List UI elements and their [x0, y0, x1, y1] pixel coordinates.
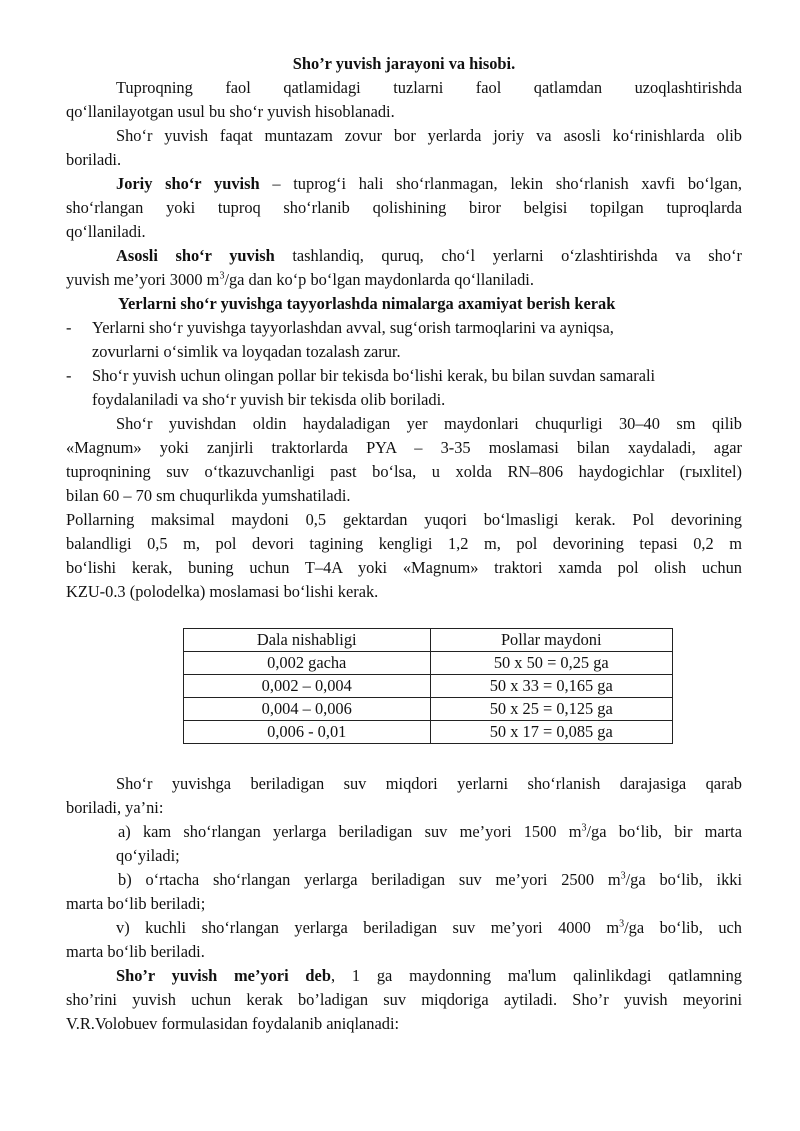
paragraph-drainage	[66, 124, 742, 172]
text-fragment: v) kuchli sho‘rlangan yerlarga beriladigan suv me’yori 4000 m	[116, 918, 620, 937]
text-line: boriladi.	[66, 150, 122, 169]
text-fragment: – tuprog‘i hali sho‘rlanmagan, lekin sho‘rlanish xavfi bo‘lgan,	[259, 174, 743, 193]
list-item-text: Sho‘r yuvish uchun olingan pollar bir tekisda bo‘lishi kerak, bu bilan suvdan samarali	[92, 366, 656, 385]
table-row	[184, 698, 673, 721]
text-fragment: /ga dan ko‘p bo‘lgan maydonlarda qo‘llaniladi.	[224, 270, 534, 289]
table-row	[184, 652, 673, 675]
superscript: 3	[619, 918, 625, 930]
text-line: V.R.Volobuev formulasidan foydalanib aniqlanadi:	[66, 1014, 400, 1033]
list-item	[66, 316, 742, 340]
document-title: Sho’r yuvish jarayoni va hisobi.	[292, 54, 516, 73]
table-header-cell: Pollar maydoni	[430, 629, 673, 652]
spacer	[66, 744, 742, 772]
text-line: bo‘lishi kerak, buning uchun T–4A yoki «Magnum» traktori xamda pol olish uchun	[66, 558, 742, 577]
list-item-text: Yerlarni sho‘r yuvishga tayyorlashdan avval, sug‘orish tarmoqlarini va ayniqsa,	[92, 318, 614, 337]
paragraph-leaching-norm	[66, 964, 742, 1036]
plot-size-table	[183, 628, 673, 744]
paragraph-plowing	[66, 412, 742, 508]
superscript: 3	[620, 870, 626, 882]
table-cell: 50 x 33 = 0,165 ga	[430, 675, 673, 698]
paragraph-plots	[66, 508, 742, 604]
bullet-marker: -	[66, 318, 72, 337]
paragraph-current-leaching	[66, 172, 742, 244]
text-fragment: /ga bo‘lib, uch	[624, 918, 742, 937]
paragraph-water-amount	[66, 772, 742, 820]
section-subheading: Yerlarni sho‘r yuvishga tayyorlashda nimalarga axamiyat berish kerak	[118, 294, 616, 313]
list-item-v	[66, 916, 742, 940]
paragraph-capital-leaching	[66, 244, 742, 292]
list-item-b	[66, 868, 742, 892]
bullet-list	[66, 316, 742, 412]
table-cell: 0,002 gacha	[184, 652, 431, 675]
norm-list	[66, 820, 742, 964]
table-cell: 50 x 50 = 0,25 ga	[430, 652, 673, 675]
term-current-leaching: Joriy sho‘r yuvish	[116, 174, 260, 193]
table-cell: 50 x 25 = 0,125 ga	[430, 698, 673, 721]
text-line: sho‘rlangan yoki tuproq sho‘rlanib qolishining biror belgisi topilgan tuproqlarda	[66, 198, 742, 217]
term-capital-leaching: Asosli sho‘r yuvish	[116, 246, 275, 265]
paragraph-intro	[66, 76, 742, 124]
superscript: 3	[219, 270, 225, 282]
text-line: Sho‘r yuvish faqat muntazam zovur bor yerlarda joriy va asosli ko‘rinishlarda olib	[116, 126, 742, 145]
table-cell: 0,002 – 0,004	[184, 675, 431, 698]
list-item-continuation: foydalaniladi va sho‘r yuvish bir tekisda olib boriladi.	[92, 390, 446, 409]
text-line: boriladi, ya’ni:	[66, 798, 164, 817]
text-line: KZU-0.3 (polodelka) moslamasi bo‘lishi kerak.	[66, 582, 379, 601]
list-item	[66, 364, 742, 388]
text-line: Tuproqning faol qatlamidagi tuzlarni faol qatlamdan uzoqlashtirishda	[116, 78, 742, 97]
table-cell: 0,006 - 0,01	[184, 721, 431, 744]
table-header-row	[184, 629, 673, 652]
table-cell: 50 x 17 = 0,085 ga	[430, 721, 673, 744]
table-cell: 0,004 – 0,006	[184, 698, 431, 721]
text-line: tuproqnining suv o‘tkazuvchanligi past bo‘lsa, u xolda RN–806 haydogichlar (гыxlitel)	[66, 462, 742, 481]
text-fragment: tashlandiq, quruq, cho‘l yerlarni o‘zlashtirishda va sho‘r	[274, 246, 742, 265]
text-line: Pollarning maksimal maydoni 0,5 gektardan yuqori bo‘lmasligi kerak. Pol devorining	[66, 510, 742, 529]
superscript: 3	[581, 822, 587, 834]
text-line: qo‘llaniladi.	[66, 222, 146, 241]
text-line	[66, 964, 742, 988]
text-line: sho’rini yuvish uchun kerak bo’ladigan suv miqdoriga aytiladi. Sho’r yuvish meyorini	[66, 990, 742, 1009]
text-fragment: /ga bo‘lib, ikki	[625, 870, 743, 889]
text-line: «Magnum» yoki zanjirli traktorlarda PYA – 3-35 moslamasi bilan xaydaladi, agar	[66, 438, 742, 457]
bullet-marker: -	[66, 366, 72, 385]
table-row	[184, 721, 673, 744]
text-line	[66, 172, 742, 196]
text-line: bilan 60 – 70 sm chuqurlikda yumshatiladi.	[66, 486, 351, 505]
list-item-continuation: marta bo‘lib beriladi.	[66, 942, 205, 961]
list-item-continuation: qo‘yiladi;	[116, 846, 180, 865]
text-fragment: , 1 ga maydonning ma'lum qalinlikdagi qatlamning	[330, 966, 743, 985]
text-line: qo‘llanilayotgan usul bu sho‘r yuvish hisoblanadi.	[66, 102, 395, 121]
table-header-cell: Dala nishabligi	[184, 629, 431, 652]
text-line	[66, 244, 742, 268]
list-item-continuation: marta bo‘lib beriladi;	[66, 894, 206, 913]
text-line: Sho‘r yuvishga beriladigan suv miqdori yerlarni sho‘rlanish darajasiga qarab	[116, 774, 742, 793]
term-leaching-norm: Sho’r yuvish me’yori deb	[116, 966, 331, 985]
text-fragment: b) o‘rtacha sho‘rlangan yerlarga beriladigan suv me’yori 2500 m	[118, 870, 621, 889]
text-fragment: /ga bo‘lib, bir marta	[586, 822, 742, 841]
list-item-a	[66, 820, 742, 844]
text-line	[66, 268, 742, 292]
text-line: Sho‘r yuvishdan oldin haydaladigan yer maydonlari chuqurligi 30–40 sm qilib	[116, 414, 742, 433]
text-fragment: yuvish me’yori 3000 m	[66, 270, 220, 289]
list-item-continuation: zovurlarni o‘simlik va loyqadan tozalash zarur.	[92, 342, 401, 361]
text-fragment: a) kam sho‘rlangan yerlarga beriladigan suv me’yori 1500 m	[118, 822, 582, 841]
table-row	[184, 675, 673, 698]
text-line: balandligi 0,5 m, pol devori tagining kengligi 1,2 m, pol devorining tepasi 0,2 m	[66, 534, 742, 553]
